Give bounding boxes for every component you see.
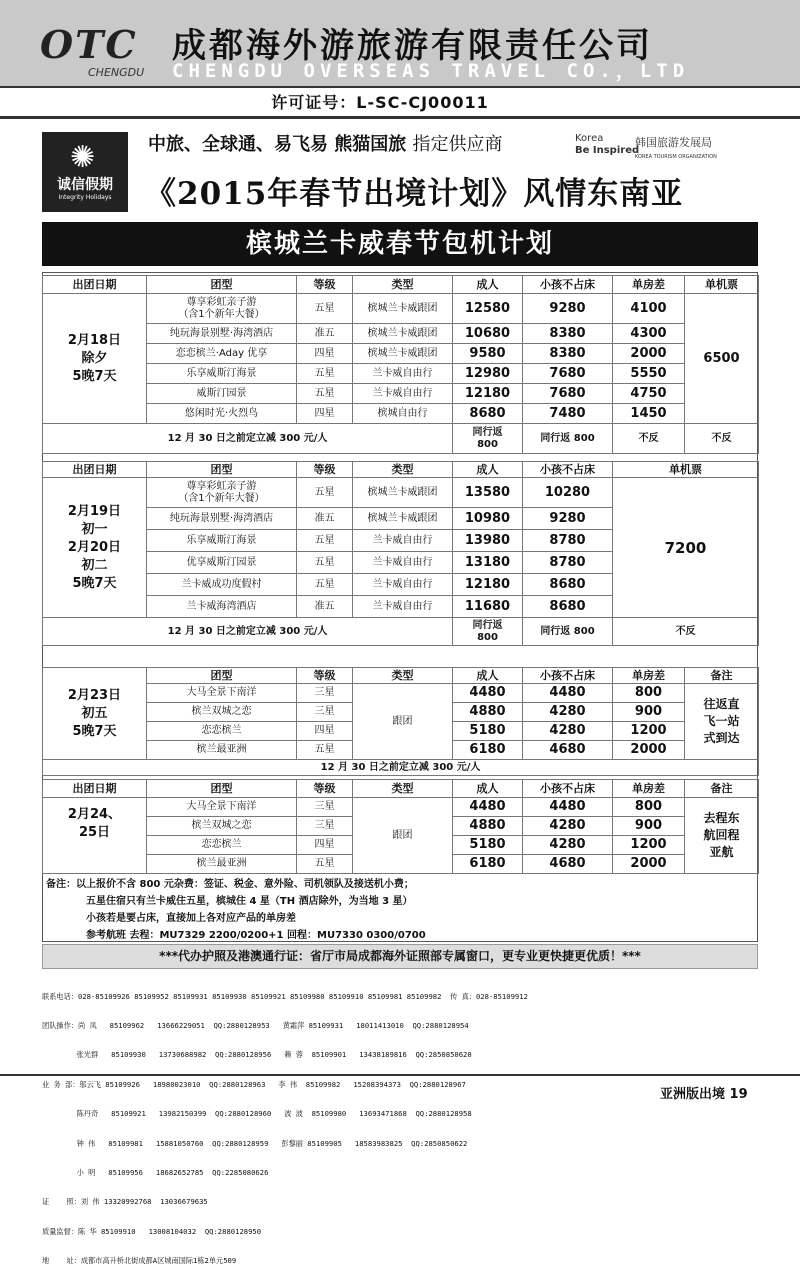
divider	[0, 116, 800, 119]
korea-tourism-logo: Korea Be Inspired 韩国旅游发展局 KOREA TOURISM ORGANIZATION	[575, 133, 717, 160]
departure-date: 2月24、 25日	[43, 798, 147, 874]
departure-date: 2月19日 初一 2月20日 初二 5晚7天	[43, 478, 147, 618]
table-feb23: 2月23日 初五 5晚7天 团型 等级 类型 成人 小孩不占床 单房差 备注 大马全景下南洋 三星 跟团 4480 4480 800 往返直 飞一站 式到达 槟兰双城之恋 三星 4880 4280 900 恋恋槟兰 四星 5180 4280 1200 槟兰最亚洲 五星 6180 4680 2000 12 月 30 日之前定立减 300 元/人	[42, 667, 759, 776]
contact-line: 小 明 85109956 18682652785 QQ:2285080626	[42, 1167, 269, 1177]
section-banner: 槟城兰卡威春节包机计划	[42, 222, 758, 266]
discount-row: 12 月 30 日之前定立减 300 元/人 同行返 800 同行返 800 不反 不反	[43, 424, 759, 454]
table-row: 兰卡威成功度假村 五星 兰卡威自由行 12180 8680	[43, 574, 759, 596]
contact-line: 业 务 部：邬云飞 85109926 18980023010 QQ:2880128963 李 伟 85109982 15208394373 QQ:2880128967	[42, 1079, 466, 1089]
contact-line: 质量监督：陈 华 85109910 13008104032 QQ:2880128950	[42, 1226, 262, 1236]
table-row: 乐享威斯汀海景 五星 兰卡威自由行 13980 8780	[43, 530, 759, 552]
agency-notice: ***代办护照及港澳通行证：省厅市局成都海外证照部专属窗口，更专业更快捷更优质！***	[42, 944, 758, 969]
table-row: 恋恋槟兰 四星 5180 4280 1200	[43, 836, 759, 855]
contact-list	[42, 972, 758, 1276]
table-row: 悠闲时光·火烈鸟 四星 槟城自由行 8680 7480 1450	[43, 404, 759, 424]
departure-date: 2月18日 除夕 5晚7天	[43, 294, 147, 424]
table-row: 2月18日 除夕 5晚7天 尊享彩虹亲子游 （含1个新年大餐） 五星 槟城兰卡威跟团 12580 9280 4100 6500	[43, 294, 759, 324]
remark-line: 参考航班 去程：MU7329 2200/0200+1 回程：MU7330 0300/0700	[86, 930, 426, 941]
contact-line: 证 照：刘 伟 13320992768 13036679635	[42, 1197, 208, 1207]
table-row: 威斯汀园景 五星 兰卡威自由行 12180 7680 4750	[43, 384, 759, 404]
remark: 往返直 飞一站 式到达	[685, 684, 759, 760]
ticket-price: 7200	[613, 478, 759, 618]
discount-row: 12 月 30 日之前定立减 300 元/人	[43, 760, 759, 776]
logo-subtitle: CHENGDU	[88, 66, 145, 79]
contact-line: 张光群 85109930 13730688982 QQ:2880128956 赖 蓉 85109901 13438189816 QQ:2850850620	[42, 1050, 472, 1060]
table-row: 2月24、 25日 大马全景下南洋 三星 跟团 4480 4480 800 去程东 航回程 亚航	[43, 798, 759, 817]
table-row: 纯玩海景别墅·海湾酒店 准五 槟城兰卡威跟团 10980 9280	[43, 508, 759, 530]
discount-row: 12 月 30 日之前定立减 300 元/人 同行返 800 同行返 800 不反	[43, 618, 759, 646]
remark-line: 备注：以上报价不含 800 元杂费：签证、税金、意外险、司机领队及接送机小费；	[46, 879, 414, 890]
remark-line: 五星住宿只有兰卡威住五星，槟城住 4 星（TH 酒店除外，为当地 3 星）	[86, 896, 413, 907]
footer-divider	[0, 1074, 800, 1076]
table-row: 2月19日 初一 2月20日 初二 5晚7天 尊享彩虹亲子游 （含1个新年大餐） 五星 槟城兰卡威跟团 13580 10280 7200	[43, 478, 759, 508]
contact-line: 团队操作：尚 凤 85109962 13666229051 QQ:2880128953 黄霜萍 85109931 18011413010 QQ:2880128954	[42, 1020, 469, 1030]
page-footer: 亚洲版出境 19	[660, 1087, 748, 1102]
otc-logo: OTC	[40, 22, 138, 67]
remark-line: 小孩若是要占床，直接加上各对应产品的单房差	[86, 913, 296, 924]
ticket-price: 6500	[685, 294, 759, 424]
departure-date: 2月23日 初五 5晚7天	[43, 668, 147, 760]
table-row: 乐享威斯汀海景 五星 兰卡威自由行 12980 7680 5550	[43, 364, 759, 384]
remarks-block	[46, 876, 746, 944]
table-row: 恋恋槟兰 四星 5180 4280 1200	[43, 722, 759, 741]
tour-type: 跟团	[353, 684, 453, 760]
flower-icon: ✺	[70, 140, 96, 175]
table-row: 槟兰双城之恋 三星 4880 4280 900	[43, 703, 759, 722]
license-number: 许可证号：L-SC-CJ00011	[271, 93, 489, 112]
table-feb19-20: 出团日期 团型 等级 类型 成人 小孩不占床 单机票 2月19日 初一 2月20日 初二 5晚7天 尊享彩虹亲子游 （含1个新年大餐） 五星 槟城兰卡威跟团 13580 10280 7200 纯玩海景别墅·海湾酒店 准五 槟城兰卡威跟团 10980 9280 乐享威斯汀海景 五星 兰卡威自由行 13980 8780 优享威斯汀园景 五星 兰卡威自由行 13180 8780 兰卡威成功度假村 五星 兰卡威自由行 12180 8680 兰卡威海湾酒店 准五 兰卡威自由行 11680 8680 12 月 30 日之前定立减 300 元/人 同行返 800 同行返 800 不反	[42, 461, 759, 646]
company-header	[0, 0, 800, 88]
table-row: 大马全景下南洋 三星 跟团 4480 4480 800 往返直 飞一站 式到达	[43, 684, 759, 703]
integrity-holidays-logo: ✺ 诚信假期 Integrity Holidays	[42, 132, 128, 212]
table-row: 纯玩海景别墅·海湾酒店 准五 槟城兰卡威跟团 10680 8380 4300	[43, 324, 759, 344]
contact-line: 联系电话：028-85109926 85109952 85109931 85109930 85109921 85109980 85109910 85109981 85109982 传 真：028-85109912	[42, 991, 528, 1001]
company-name-en: CHENGDU OVERSEAS TRAVEL CO.，LTD	[172, 60, 690, 82]
table-row: 兰卡威海湾酒店 准五 兰卡威自由行 11680 8680	[43, 596, 759, 618]
suppliers-line: 中旅、全球通、易飞易 熊猫国旅 指定供应商	[148, 134, 503, 155]
table-feb18: 出团日期 团型 等级 类型 成人 小孩不占床 单房差 单机票 2月18日 除夕 5晚7天 尊享彩虹亲子游 （含1个新年大餐） 五星 槟城兰卡威跟团 12580 9280 4100 6500 纯玩海景别墅·海湾酒店 准五 槟城兰卡威跟团 10680 8380 4300 恋恋槟兰·Aday 优享 四星 槟城兰卡威跟团 9580 8380 2000 乐享威斯汀海景 五星 兰卡威自由行 12980 7680 5550 威斯汀园景 五星 兰卡威自由行 12180 7680 4750 悠闲时光·火烈鸟 四星 槟城自由行 8680 7480 1450 12 月 30 日之前定立减 300 元/人 同行返 800 同行返 800 不反 不反	[42, 275, 759, 454]
contact-line: 钟 伟 85109981 15881050760 QQ:2880128959 彭黎丽 85109905 18583983825 QQ:2850850622	[42, 1138, 468, 1148]
contact-line: 地 址：成都市高升桥北街成都A区城南国际1栋2单元509	[42, 1256, 237, 1266]
page-title: 《2015年春节出境计划》风情东南亚	[145, 176, 684, 212]
table-row: 槟兰最亚洲 五星 6180 4680 2000	[43, 741, 759, 760]
company-name-cn: 成都海外游旅游有限责任公司	[172, 26, 653, 66]
contact-line: 陈丹奇 85109921 13982150399 QQ:2880128960 波 波 85109980 13693471868 QQ:2880128958	[42, 1109, 472, 1119]
tour-type: 跟团	[353, 798, 453, 874]
table-row: 恋恋槟兰·Aday 优享 四星 槟城兰卡威跟团 9580 8380 2000	[43, 344, 759, 364]
table-row: 槟兰双城之恋 三星 4880 4280 900	[43, 817, 759, 836]
table-row: 槟兰最亚洲 五星 6180 4680 2000	[43, 855, 759, 874]
table-feb24-25: 出团日期 团型 等级 类型 成人 小孩不占床 单房差 备注 2月24、 25日 大马全景下南洋 三星 跟团 4480 4480 800 去程东 航回程 亚航 槟兰双城之恋 三星 4880 4280 900 恋恋槟兰 四星 5180 4280 1200 槟兰最亚洲 五星 6180 4680 2000	[42, 779, 759, 874]
table-row: 优享威斯汀园景 五星 兰卡威自由行 13180 8780	[43, 552, 759, 574]
remark: 去程东 航回程 亚航	[685, 798, 759, 874]
